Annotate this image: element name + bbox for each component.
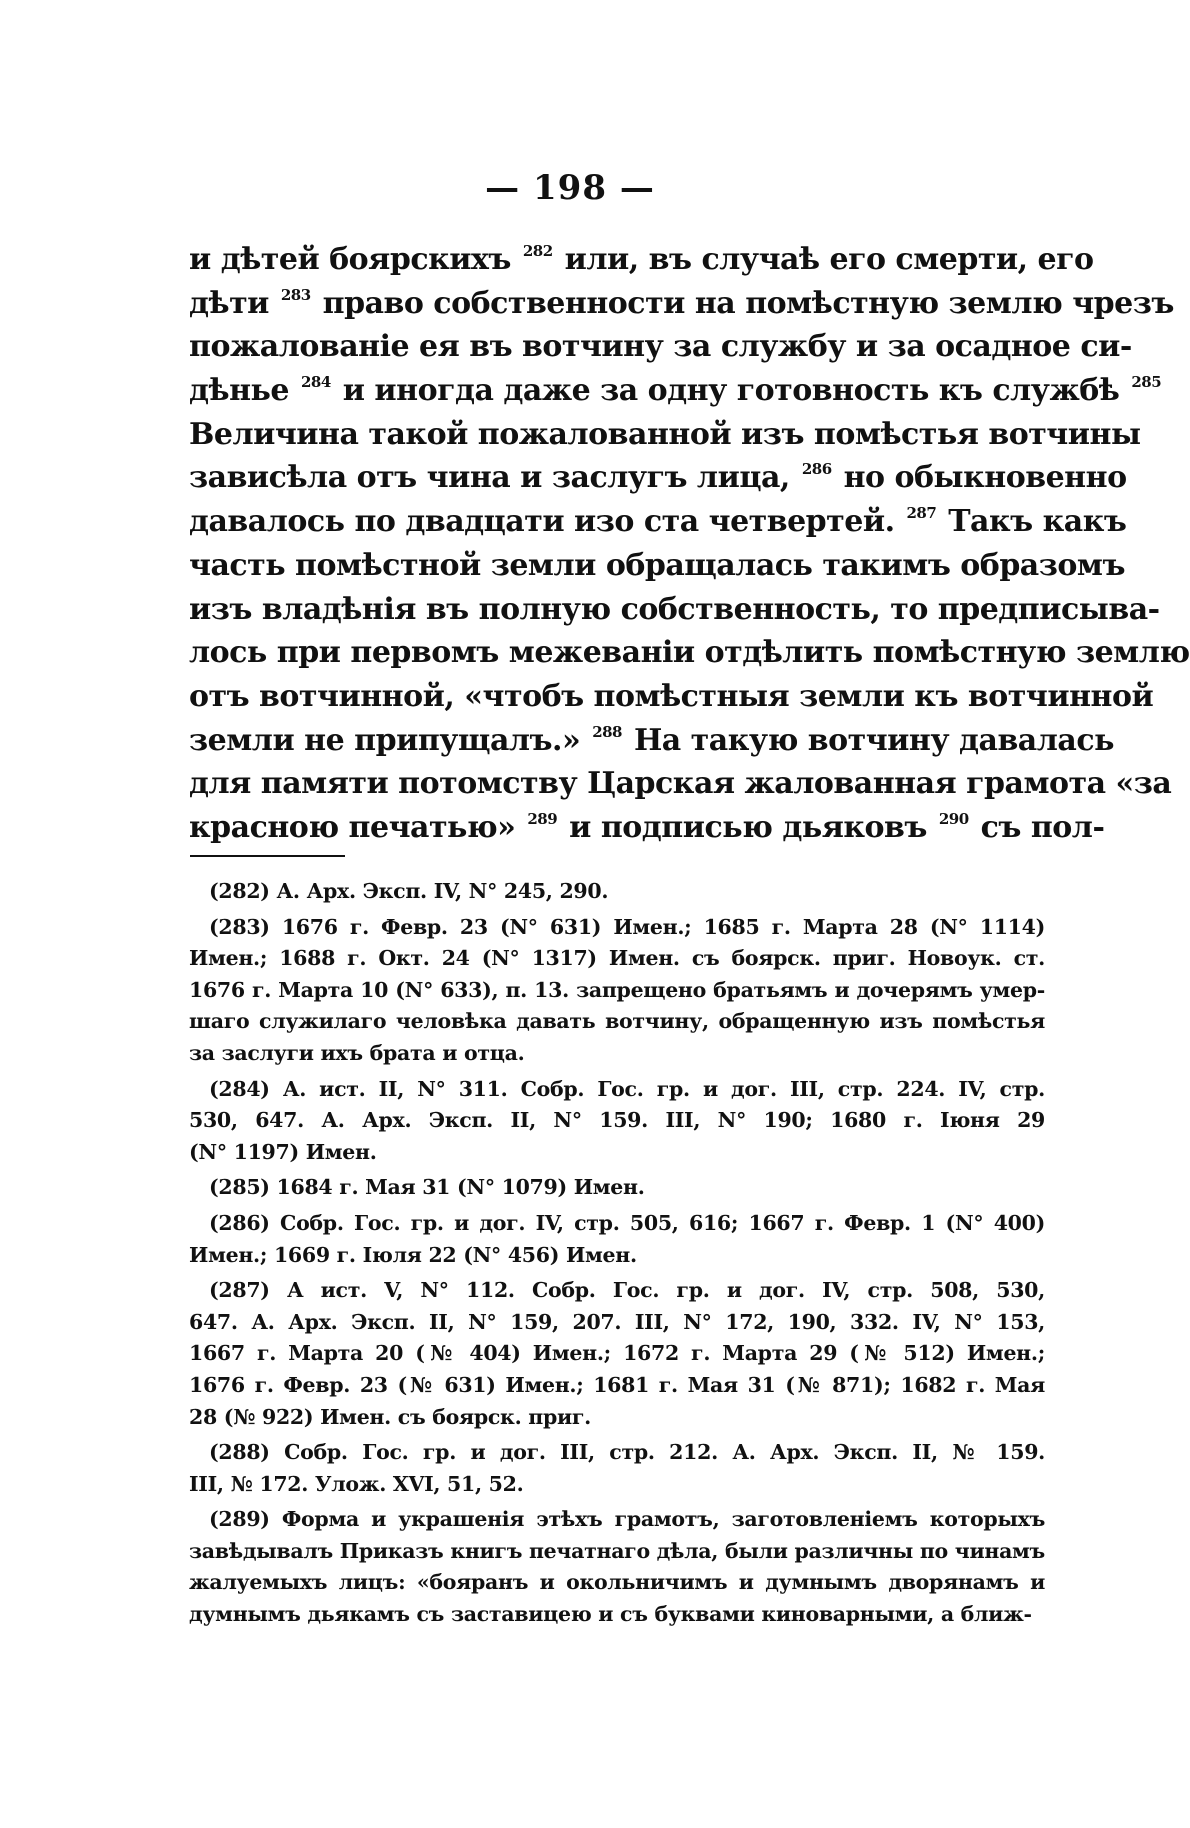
footnote-marker: 283 [280, 285, 311, 304]
text-segment: лось при первомъ межеваніи отдѣлить помѣстную землю [189, 635, 1190, 671]
footnote-line: (284) А. ист. II, N° 311. Собр. Гос. гр. и дог. III, стр. 224. IV, стр. [209, 1076, 1045, 1101]
text-segment: пожалованіе ея въ вотчину за службу и за осадное си- [189, 329, 1132, 365]
text-segment: и иногда даже за одну готовность къ службѣ [332, 373, 1130, 409]
text-line [189, 369, 1162, 413]
text-line [189, 238, 1094, 282]
text-segment: изъ владѣнія въ полную собственность, то предписыва- [189, 591, 1160, 627]
text-line [189, 456, 1127, 500]
footnote [189, 876, 1045, 908]
text-line [189, 631, 1190, 675]
text-line [189, 588, 1160, 632]
footnote-line: (282) А. Арх. Эксп. IV, N° 245, 290. [209, 879, 609, 903]
footnote-line: завѣдывалъ Приказъ книгъ печатнаго дѣла, были различны по чинамъ [189, 1538, 1045, 1563]
footnote-line: 530, 647. А. Арх. Эксп. II, N° 159. III, N° 190; 1680 г. Іюня 29 [189, 1108, 1045, 1133]
footnote-line: думнымъ дьякамъ съ заставицею и съ буквами киноварными, а ближ- [189, 1602, 1032, 1627]
text-segment: часть помѣстной земли обращалась такимъ образомъ [189, 547, 1125, 583]
footnote-line: (283) 1676 г. Февр. 23 (N° 631) Имен.; 1685 г. Марта 28 (N° 1114) [209, 914, 1045, 939]
footnote-marker: 285 [1131, 373, 1162, 392]
text-line [189, 282, 1174, 326]
footnote-line: 647. А. Арх. Эксп. II, N° 159, 207. III, N° 172, 190, 332. IV, N° 153, [189, 1309, 1045, 1334]
page-number: — 198 — [485, 168, 655, 208]
footnote-marker: 282 [522, 242, 553, 260]
text-line [189, 719, 1114, 763]
footnote-marker: 289 [527, 809, 558, 828]
footnote-marker: 287 [906, 504, 937, 523]
footnote-line: 1676 г. Февр. 23 (№ 631) Имен.; 1681 г. Мая 31 (№ 871); 1682 г. Мая [189, 1372, 1045, 1397]
footnote-marker: 284 [300, 373, 331, 392]
footnote [189, 1074, 1045, 1169]
text-line [189, 806, 1105, 850]
footnote-line: (N° 1197) Имен. [189, 1139, 377, 1164]
footnotes [189, 876, 1045, 1631]
footnote [189, 1504, 1045, 1630]
text-segment: право собственности на помѣстную землю чрезъ [312, 285, 1174, 321]
text-segment: но обыкновенно [833, 460, 1127, 496]
text-segment: зависѣла отъ чина и заслугъ лица, [189, 460, 800, 496]
text-line [189, 675, 1154, 719]
footnote-line: 28 (№ 922) Имен. съ боярск. приг. [189, 1404, 591, 1429]
footnote-line: III, № 172. Улож. XVI, 51, 52. [189, 1471, 524, 1496]
text-line [189, 325, 1132, 369]
text-segment: и подписью дьяковъ [559, 809, 937, 845]
footnote [189, 912, 1045, 1070]
text-segment: Величина такой пожалованной изъ помѣстья вотчины [189, 416, 1141, 452]
footnote-divider [190, 855, 345, 857]
text-segment: давалось по двадцати изо ста четвертей. [189, 504, 905, 540]
text-segment: съ пол- [970, 809, 1105, 845]
footnote-marker: 286 [801, 460, 832, 479]
main-text [189, 238, 1190, 850]
text-line [189, 413, 1141, 457]
footnote [189, 1275, 1045, 1433]
text-segment: земли не припущалъ.» [189, 722, 591, 758]
footnote-line: Имен.; 1669 г. Іюля 22 (N° 456) Имен. [189, 1242, 637, 1267]
footnote-line: за заслуги ихъ брата и отца. [189, 1040, 525, 1065]
text-segment: Такъ какъ [938, 504, 1127, 540]
footnote-line: 1676 г. Марта 10 (N° 633), п. 13. запрещено братьямъ и дочерямъ умер- [189, 977, 1045, 1002]
footnote-line: (286) Собр. Гос. гр. и дог. IV, стр. 505, 616; 1667 г. Февр. 1 (N° 400) [209, 1210, 1045, 1235]
footnote-line: (285) 1684 г. Мая 31 (N° 1079) Имен. [209, 1175, 645, 1200]
text-line [189, 544, 1125, 588]
text-segment: для памяти потомству Царская жалованная грамота «за [189, 766, 1172, 802]
footnote-line: (289) Форма и украшенія этѣхъ грамотъ, заготовленіемъ которыхъ [209, 1507, 1045, 1532]
text-segment: красною печатью» [189, 809, 526, 845]
text-segment: и дѣтей боярскихъ [189, 242, 521, 277]
text-segment: дѣти [189, 285, 279, 321]
footnote-line: Имен.; 1688 г. Окт. 24 (N° 1317) Имен. съ боярск. приг. Новоук. ст. [189, 946, 1045, 971]
text-segment: или, въ случаѣ его смерти, его [554, 242, 1094, 277]
footnote-line: 1667 г. Марта 20 (№ 404) Имен.; 1672 г. Марта 29 (№ 512) Имен.; [189, 1341, 1045, 1366]
footnote-line: шаго служилаго человѣка давать вотчину, обращенную изъ помѣстья [189, 1009, 1045, 1034]
footnote-line: (287) А ист. V, N° 112. Собр. Гос. гр. и дог. IV, стр. 508, 530, [209, 1278, 1045, 1303]
footnote [189, 1172, 1045, 1204]
text-segment: дѣнье [189, 373, 299, 409]
text-line [189, 762, 1172, 806]
footnote-line: жалуемыхъ лицъ: «бояранъ и окольничимъ и думнымъ дворянамъ и [189, 1570, 1045, 1595]
footnote-line: (288) Собр. Гос. гр. и дог. III, стр. 212. А. Арх. Эксп. II, № 159. [209, 1440, 1045, 1465]
footnote-marker: 288 [592, 722, 622, 741]
footnote [189, 1437, 1045, 1500]
text-segment: отъ вотчинной, «чтобъ помѣстныя земли къ вотчинной [189, 678, 1154, 714]
text-line [189, 500, 1127, 544]
text-segment: На такую вотчину давалась [624, 722, 1114, 758]
footnote [189, 1208, 1045, 1271]
footnote-marker: 290 [938, 809, 969, 828]
